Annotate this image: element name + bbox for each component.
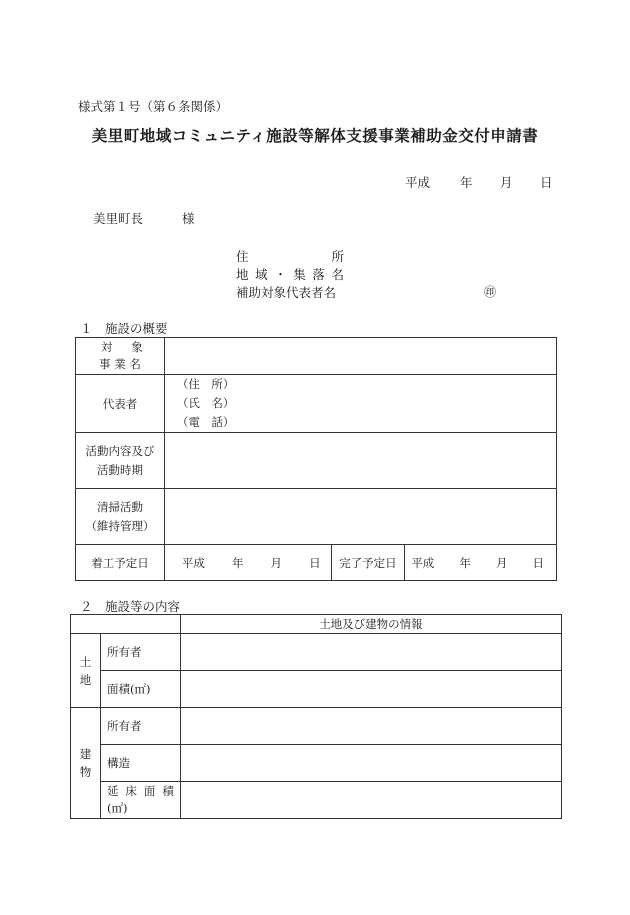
floor-area-value[interactable]	[180, 782, 561, 819]
applicant-address-label	[236, 247, 344, 265]
floor-area-char: 面	[143, 784, 156, 798]
representative-value[interactable]	[164, 375, 556, 433]
floor-area-char: 積	[162, 784, 174, 798]
date-year: 年	[459, 555, 471, 570]
date-month: 月	[495, 555, 508, 570]
honorific: 様	[182, 211, 195, 226]
cleaning-label-line2: （維持管理）	[85, 518, 155, 533]
building-char: 物	[79, 765, 92, 779]
floor-area-unit: (㎡)	[106, 801, 128, 815]
date-month: 月	[270, 555, 283, 570]
land-area-value[interactable]	[180, 671, 561, 708]
applicant-community-label	[236, 265, 344, 283]
land-owner-label: 所有者	[100, 634, 180, 671]
community-char: ・	[274, 267, 287, 282]
address-char: 所	[331, 249, 344, 264]
land-building-header: 土地及び建物の情報	[180, 615, 561, 634]
building-char: 建	[79, 747, 92, 761]
representative-name-field: （氏 名）	[176, 396, 235, 410]
label-char: 象	[131, 340, 143, 354]
start-date-label: 着工予定日	[76, 545, 165, 581]
floor-area-char: 床	[125, 784, 137, 798]
project-name-value[interactable]	[164, 338, 556, 375]
address-char: 住	[236, 249, 249, 264]
date-era: 平成	[181, 555, 205, 570]
completion-date-label: 完了予定日	[331, 545, 405, 581]
applicant-representative-label: 補助対象代表者名	[236, 285, 337, 300]
floor-area-char: 延	[106, 784, 119, 798]
form-number: 様式第１号（第６条関係）	[78, 99, 229, 114]
representative-label: 代表者	[76, 375, 165, 433]
building-owner-label: 所有者	[100, 708, 180, 745]
project-name-label-line2: 事 業 名	[99, 357, 141, 371]
document-title: 美里町地域コミュニティ施設等解体支援事業補助金交付申請書	[91, 126, 539, 145]
community-char: 集	[293, 267, 306, 282]
date-day: 日	[532, 555, 544, 570]
section1-heading: １ 施設の概要	[80, 321, 168, 336]
cleaning-value[interactable]	[164, 489, 556, 545]
start-date-value[interactable]	[164, 545, 331, 581]
date-day: 日	[309, 555, 321, 570]
facility-contents-table	[70, 614, 562, 819]
land-char: 土	[79, 654, 92, 669]
representative-address-field: （住 所）	[176, 377, 235, 391]
header-blank	[71, 615, 181, 634]
cleaning-label-line1: 清掃活動	[96, 499, 143, 514]
representative-phone-field: （電 話）	[176, 415, 235, 429]
activity-label	[76, 433, 165, 489]
addressee: 美里町長	[93, 211, 144, 226]
completion-date-value[interactable]	[405, 545, 557, 581]
land-area-label: 面積(㎡)	[100, 671, 180, 708]
date-year: 年	[231, 555, 244, 570]
building-owner-value[interactable]	[180, 708, 561, 745]
floor-area-label	[100, 782, 180, 819]
project-name-label	[76, 338, 165, 375]
building-structure-label: 構造	[100, 745, 180, 782]
activity-value[interactable]	[164, 433, 556, 489]
date-year: 年	[460, 175, 473, 190]
community-char: 地	[236, 267, 249, 282]
land-label	[71, 634, 101, 708]
community-char: 名	[331, 267, 344, 282]
cleaning-label	[76, 489, 165, 545]
land-owner-value[interactable]	[180, 634, 561, 671]
date-month: 月	[500, 175, 513, 190]
activity-label-line2: 活動時期	[96, 462, 143, 477]
land-char: 地	[79, 672, 92, 687]
seal-mark: ㊞	[484, 285, 497, 299]
activity-label-line1: 活動内容及び	[85, 443, 155, 458]
building-structure-value[interactable]	[180, 745, 561, 782]
date-era: 平成	[405, 175, 431, 190]
label-char: 対	[101, 340, 113, 354]
community-char: 落	[312, 267, 325, 282]
date-day: 日	[540, 175, 553, 190]
section2-heading: ２ 施設等の内容	[80, 599, 181, 614]
community-char: 域	[255, 267, 268, 282]
date-era: 平成	[411, 555, 435, 570]
building-label	[71, 708, 101, 819]
facility-overview-table	[75, 337, 557, 581]
